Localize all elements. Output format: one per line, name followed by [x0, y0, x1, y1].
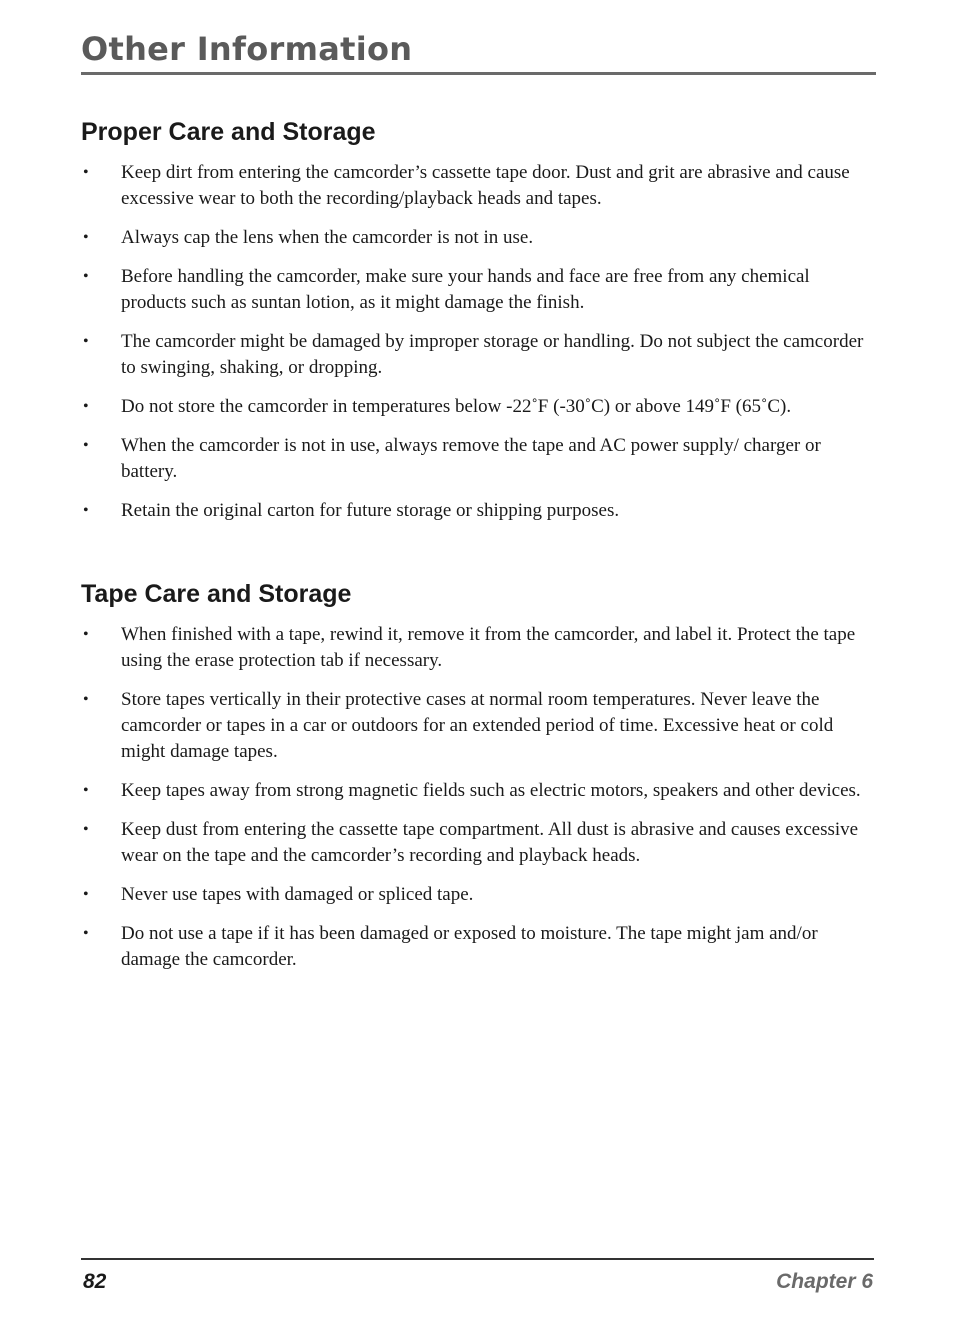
page-title: Other Information [81, 30, 413, 68]
bullet-icon: • [83, 333, 89, 350]
list-item [81, 264, 876, 316]
list-item-text: When the camcorder is not in use, always remove the tape and AC power supply/ charger or battery. [121, 435, 821, 482]
list-item [81, 329, 876, 381]
section-heading-proper-care: Proper Care and Storage [81, 118, 376, 146]
tape-care-list [81, 622, 876, 986]
proper-care-list [81, 160, 876, 537]
section-heading-tape-care: Tape Care and Storage [81, 580, 352, 608]
list-item-text: Retain the original carton for future storage or shipping purposes. [121, 500, 620, 521]
list-item [81, 778, 876, 804]
list-item [81, 160, 876, 212]
list-item-text: Before handling the camcorder, make sure your hands and face are free from any chemical products such as suntan lotion, as it might damage the finish. [121, 266, 810, 313]
list-item-text: Keep dust from entering the cassette tape compartment. All dust is abrasive and causes excessive wear on the tape and the camcorder’s recording and playback heads. [121, 819, 859, 866]
list-item [81, 921, 876, 973]
page-number: 82 [83, 1270, 107, 1293]
bullet-icon: • [83, 925, 89, 942]
bullet-icon: • [83, 229, 89, 246]
list-item-text: Keep tapes away from strong magnetic fields such as electric motors, speakers and other devices. [121, 780, 861, 801]
list-item [81, 498, 876, 524]
bullet-icon: • [83, 437, 89, 454]
list-item [81, 687, 876, 765]
list-item-text: Do not use a tape if it has been damaged or exposed to moisture. The tape might jam and/or damage the camcorder. [121, 923, 818, 970]
list-item [81, 622, 876, 674]
list-item-text: Do not store the camcorder in temperatures below -22˚F (-30˚C) or above 149˚F (65˚C). [121, 396, 792, 417]
bullet-icon: • [83, 164, 89, 181]
list-item [81, 817, 876, 869]
list-item [81, 394, 876, 420]
bullet-icon: • [83, 502, 89, 519]
bullet-icon: • [83, 691, 89, 708]
bullet-icon: • [83, 821, 89, 838]
list-item [81, 882, 876, 908]
bullet-icon: • [83, 886, 89, 903]
list-item [81, 225, 876, 251]
bullet-icon: • [83, 268, 89, 285]
bullet-icon: • [83, 782, 89, 799]
list-item [81, 433, 876, 485]
list-item-text: Always cap the lens when the camcorder is not in use. [121, 227, 534, 248]
list-item-text: Never use tapes with damaged or spliced tape. [121, 884, 474, 905]
bullet-icon: • [83, 626, 89, 643]
bullet-icon: • [83, 398, 89, 415]
list-item-text: When finished with a tape, rewind it, remove it from the camcorder, and label it. Protect the tape using the erase protection tab if necessary. [121, 624, 856, 671]
list-item-text: The camcorder might be damaged by improper storage or handling. Do not subject the camcorder to swinging, shaking, or dropping. [121, 331, 864, 378]
list-item-text: Store tapes vertically in their protective cases at normal room temperatures. Never leave the camcorder or tapes in a car or outdoors for an extended period of time. Excessive heat or cold might damage tapes. [121, 689, 834, 762]
footer-divider [81, 1258, 874, 1260]
chapter-label: Chapter 6 [776, 1270, 873, 1293]
title-divider [81, 72, 876, 75]
list-item-text: Keep dirt from entering the camcorder’s cassette tape door. Dust and grit are abrasive and cause excessive wear to both the recording/playback heads and tapes. [121, 162, 850, 209]
